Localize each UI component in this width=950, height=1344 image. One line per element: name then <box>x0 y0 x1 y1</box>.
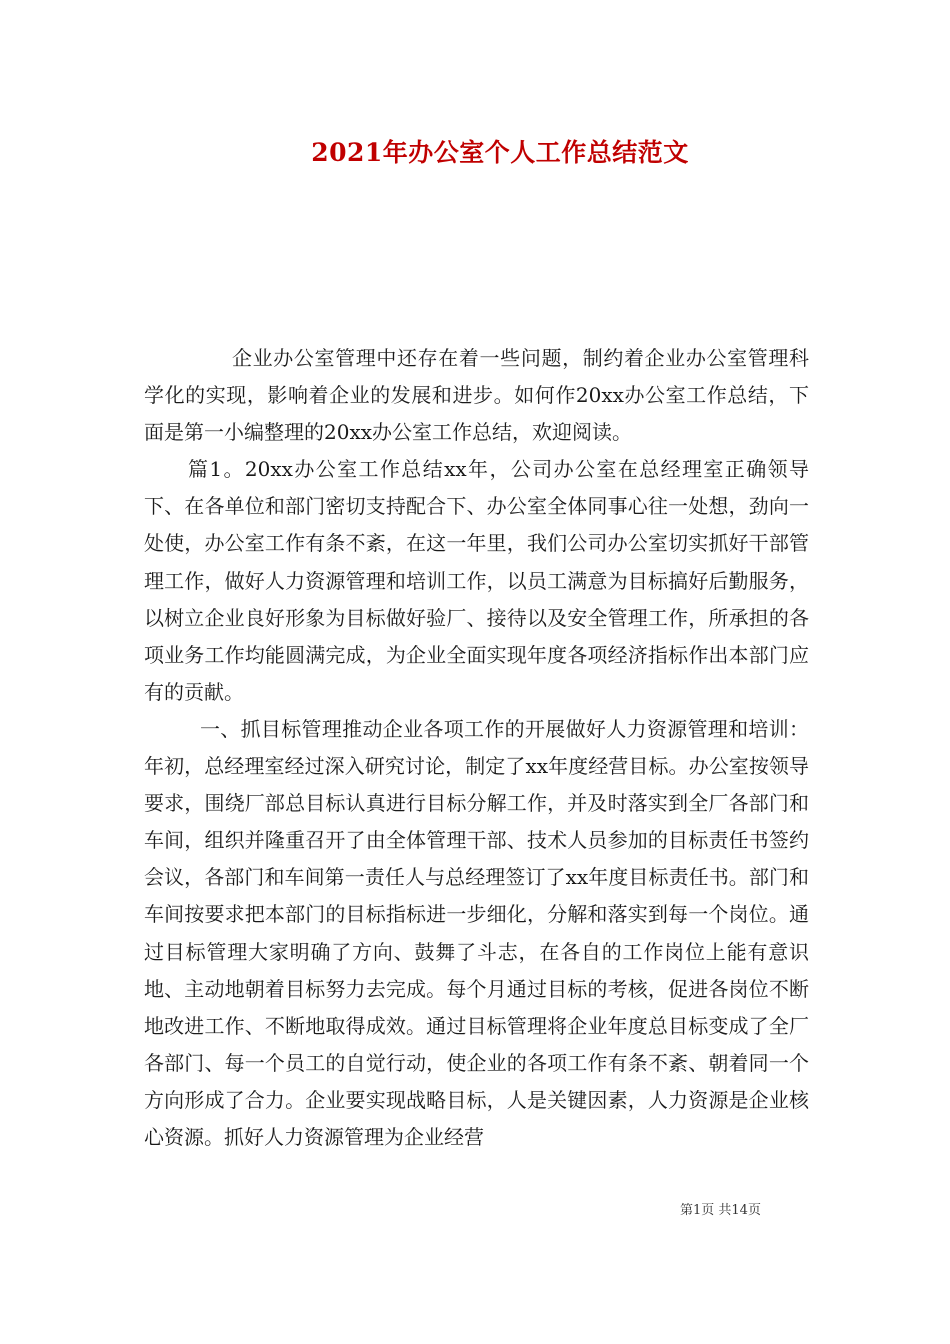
page-number: 第1页 共14页 <box>680 1203 761 1218</box>
paragraph-section-1: 一、抓目标管理推动企业各项工作的开展做好人力资源管理和培训：年初，总经理室经过深入研究讨论，制定了xx年度经营目标。办公室按领导要求，围绕厂部总目标认真进行目标分解工作，并及时落实到全厂各部门和车间，组织并隆重召开了由全体管理干部、技术人员参加的目标责任书签约会议，各部门和车间第一责任人与总经理签订了xx年度目标责任书。部门和车间按要求把本部门的目标指标进一步细化，分解和落实到每一个岗位。通过目标管理大家明确了方向、鼓舞了斗志，在各自的工作岗位上能有意识地、主动地朝着目标努力去完成。每个月通过目标的考核，促进各岗位不断地改进工作、不断地取得成效。通过目标管理将企业年度总目标变成了全厂各部门、每一个员工的自觉行动，使企业的各项工作有条不紊、朝着同一个方向形成了合力。企业要实现战略目标，人是关键因素，人力资源是企业核心资源。抓好人力资源管理为企业经营 <box>144 716 809 1149</box>
paragraph-part-1: 篇1。20xx办公室工作总结xx年，公司办公室在总经理室正确领导下、在各单位和部门密切支持配合下、办公室全体同事心往一处想，劲向一处使，办公室工作有条不紊，在这一年里，我们公司办公室切实抓好干部管理工作，做好人力资源管理和培训工作，以员工满意为目标搞好后勤服务，以树立企业良好形象为目标做好验厂、接待以及安全管理工作，所承担的各项业务工作均能圆满完成，为企业全面实现年度各项经济指标作出本部门应有的贡献。 <box>144 457 809 704</box>
document-title: 2021年办公室个人工作总结范文 <box>311 138 689 167</box>
paragraph-intro: 企业办公室管理中还存在着一些问题，制约着企业办公室管理科学化的实现，影响着企业的发展和进步。如何作20xx办公室工作总结，下面是第一小编整理的20xx办公室工作总结，欢迎阅读。 <box>144 346 809 445</box>
document-body <box>144 340 809 1156</box>
